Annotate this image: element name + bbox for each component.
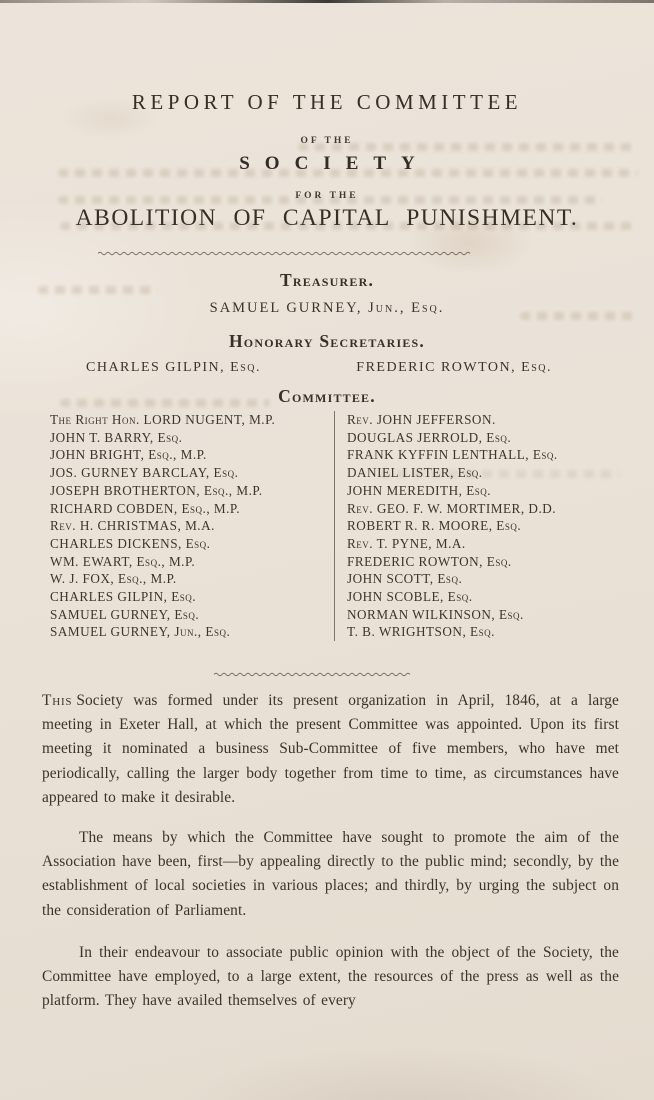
committee-member: CHARLES DICKENS, Esq. <box>50 535 211 551</box>
committee-member: T. B. WRIGHTSON, Esq. <box>347 624 495 640</box>
committee-list-left <box>50 411 334 641</box>
paragraph-3: In their endeavour to associate public opinion with the object of the Society, the Committee have employed, to a large extent, the resources of the press as well as the platform. They have availed themselves of every <box>42 943 619 1010</box>
report-body <box>42 689 619 1013</box>
scan-top-edge <box>0 0 654 3</box>
committee-member: JOHN T. BARRY, Esq. <box>50 429 183 445</box>
committee-member: JOHN SCOBLE, Esq. <box>347 589 473 605</box>
committee-member: W. J. FOX, Esq., M.P. <box>50 571 177 587</box>
paragraph-2: The means by which the Committee have sought to promote the aim of the Association have been, first—by appealing directly to the public mind; secondly, by the establishment of local societies in various places; and thirdly, by urging the subject on the consideration of Parliament. <box>42 829 619 919</box>
title-society: SOCIETY <box>239 153 430 174</box>
committee-member: JOHN MEREDITH, Esq. <box>347 482 492 498</box>
committee-member: JOSEPH BROTHERTON, Esq., M.P. <box>50 482 263 498</box>
paragraph-1-text: Society was formed under its present organization in April, 1846, at a large meeting in Exeter Hall, at which the present Committee was appointed. Upon its first meeting it nominated a business Sub-Committee of five members, who have met periodically, calling the larger body together from time to time, as circumstances have appeared to make it desirable. <box>42 692 619 806</box>
committee-member: JOS. GURNEY BARCLAY, Esq. <box>50 465 239 481</box>
committee-member: WM. EWART, Esq., M.P. <box>50 553 196 569</box>
treasurer-name: SAMUEL GURNEY, Jun., Esq. <box>209 300 445 316</box>
secretary-right-name: FREDERIC ROWTON, Esq. <box>356 360 552 375</box>
treasurer-heading: Treasurer. <box>279 270 375 290</box>
secretaries-row <box>86 360 552 376</box>
committee-member: FREDERIC ROWTON, Esq. <box>347 553 512 569</box>
title-connector-for-the: FOR THE <box>295 191 359 201</box>
committee-member: Rev. JOHN JEFFERSON. <box>347 412 496 427</box>
committee-member: SAMUEL GURNEY, Jun., Esq. <box>50 624 231 640</box>
committee-member: CHARLES GILPIN, Esq. <box>50 589 197 605</box>
committee-member: JOHN BRIGHT, Esq., M.P. <box>50 447 207 463</box>
title-abolition: ABOLITION OF CAPITAL PUNISHMENT. <box>75 205 579 231</box>
secretary-left-name: CHARLES GILPIN, Esq. <box>86 360 262 375</box>
wavy-divider-top <box>98 250 473 257</box>
committee-list-right <box>334 411 618 641</box>
committee-member: FRANK KYFFIN LENTHALL, Esq. <box>347 447 558 463</box>
secretaries-heading: Honorary Secretaries. <box>228 331 425 351</box>
committee-member: SAMUEL GURNEY, Esq. <box>50 606 200 622</box>
committee-member: ROBERT R. R. MOORE, Esq. <box>347 518 522 534</box>
committee-member: DOUGLAS JERROLD, Esq. <box>347 429 512 445</box>
paragraph-1 <box>42 689 619 810</box>
committee-member: DANIEL LISTER, Esq. <box>347 465 483 481</box>
committee-member: Rev. H. CHRISTMAS, M.A. <box>50 518 215 534</box>
committee-member: RICHARD COBDEN, Esq., M.P. <box>50 500 241 516</box>
page-title: REPORT OF THE COMMITTEE <box>131 90 523 114</box>
committee-heading: Committee. <box>278 386 376 406</box>
committee-member: NORMAN WILKINSON, Esq. <box>347 606 524 622</box>
committee-member: The Right Hon. LORD NUGENT, M.P. <box>50 412 276 427</box>
committee-member: Rev. T. PYNE, M.A. <box>347 535 466 551</box>
committee-list <box>50 411 618 641</box>
committee-member: JOHN SCOTT, Esq. <box>347 571 463 587</box>
title-connector-of-the: OF THE <box>300 136 354 146</box>
wavy-divider-middle <box>214 671 410 678</box>
committee-member: Rev. GEO. F. W. MORTIMER, D.D. <box>347 500 557 516</box>
paragraph-lead-word: This <box>42 692 73 709</box>
